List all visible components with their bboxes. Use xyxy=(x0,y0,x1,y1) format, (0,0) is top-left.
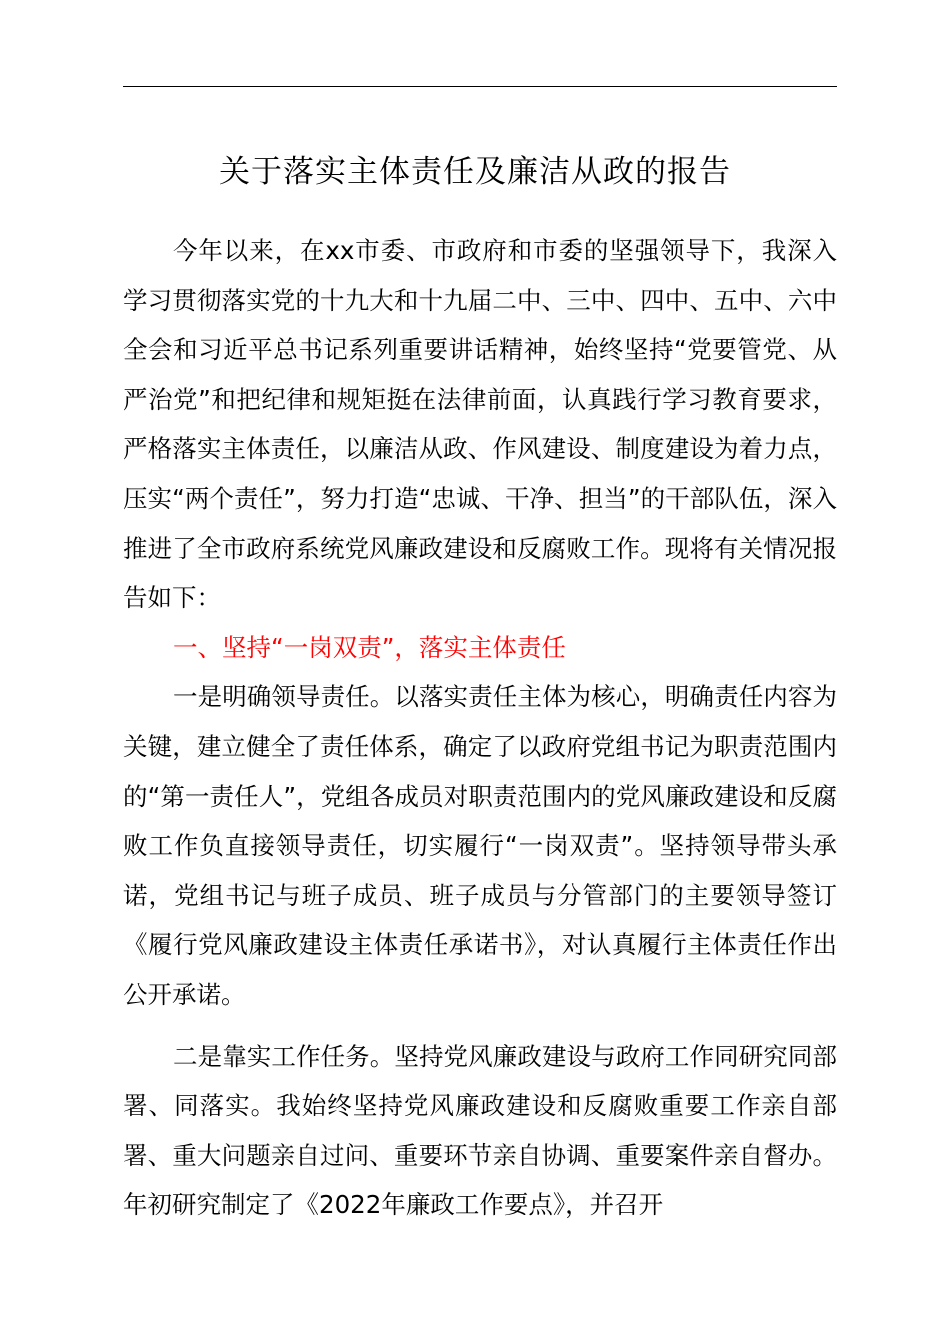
body-paragraph-1: 一是明确领导责任。以落实责任主体为核心，明确责任内容为关键，建立健全了责任体系，确定了以政府党组书记为职责范围内的“第一责任人”，党组各成员对职责范围内的党风廉政建设和反腐败工作负直接领导责任，切实履行“一岗双责”。坚持领导带头承诺，党组书记与班子成员、班子成员与分管部门的主要领导签订《履行党风廉政建设主体责任承诺书》，对认真履行主体责任作出公开承诺。 xyxy=(123,682,837,1009)
body-paragraph-2: 二是靠实工作任务。坚持党风廉政建设与政府工作同研究同部署、同落实。我始终坚持党风廉政建设和反腐败重要工作亲自部署、重大问题亲自过问、重要环节亲自协调、重要案件亲自督办。年初研究制定了《2022年廉政工作要点》，并召开 xyxy=(123,1041,837,1220)
header-rule xyxy=(123,86,837,87)
document-title: 关于落实主体责任及廉洁从政的报告 xyxy=(219,154,731,190)
document-body xyxy=(123,226,837,1230)
intro-paragraph: 今年以来，在xx市委、市政府和市委的坚强领导下，我深入学习贯彻落实党的十九大和十九届二中、三中、四中、五中、六中全会和习近平总书记系列重要讲话精神，始终坚持“党要管党、从严治党”和把纪律和规矩挺在法律前面，认真践行学习教育要求，严格落实主体责任，以廉洁从政、作风建设、制度建设为着力点，压实“两个责任”，努力打造“忠诚、干净、担当”的干部队伍，深入推进了全市政府系统党风廉政建设和反腐败工作。现将有关情况报告如下： xyxy=(123,236,837,613)
section-heading-1: 一、坚持“一岗双责”，落实主体责任 xyxy=(173,632,566,662)
